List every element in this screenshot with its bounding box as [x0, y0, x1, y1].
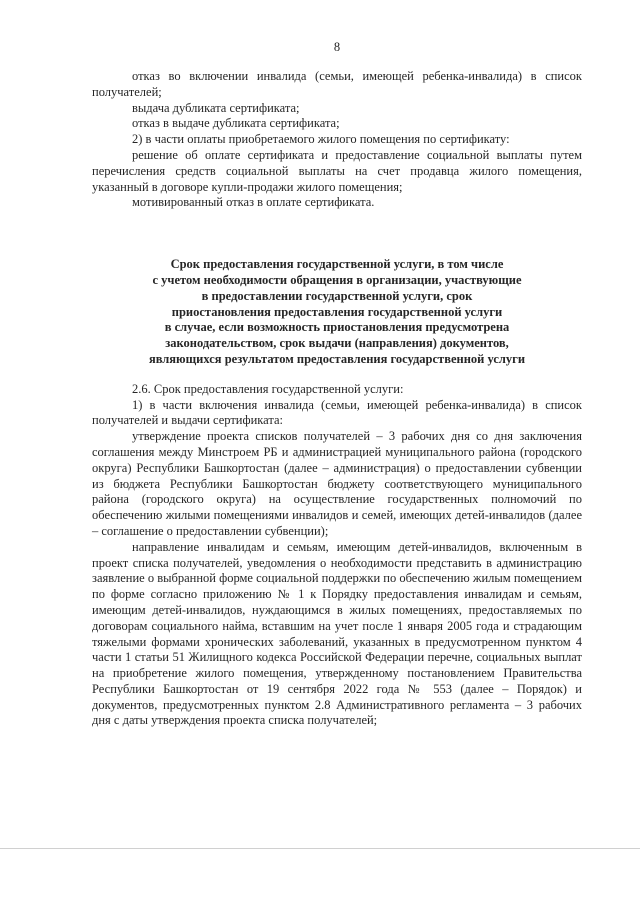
section-heading-line-3: в предоставлении государственной услуги, срок — [201, 288, 473, 303]
body-paragraph-1: 2.6. Срок предоставления государственной услуги: — [132, 381, 404, 396]
section-spacer — [92, 211, 582, 257]
intro-paragraph-3: отказ в выдаче дубликата сертификата; — [132, 116, 340, 131]
section-heading-line-6: законодательством, срок выдачи (направления) документов, — [165, 336, 509, 351]
body-section — [92, 382, 582, 730]
section-heading — [92, 257, 582, 368]
intro-paragraph-4: 2) в части оплаты приобретаемого жилого помещения по сертификату: — [132, 132, 510, 147]
section-heading-line-4: приостановления предоставления государственной услуги — [171, 304, 503, 319]
intro-section — [92, 69, 582, 211]
page-bottom-rule — [0, 848, 640, 849]
page-number: 8 — [333, 40, 341, 54]
section-heading-line-2: с учетом необходимости обращения в организации, участвующие — [152, 272, 522, 287]
section-heading-line-5: в случае, если возможность приостановления предусмотрена — [164, 320, 510, 335]
intro-paragraph-2: выдача дубликата сертификата; — [132, 100, 300, 115]
body-paragraph-4: направление инвалидам и семьям, имеющим детей-инвалидов, включенным в проект списка получателей, уведомления о необходимости представить в администрацию заявление о выбранной форме социальной поддержки по обеспечению жилым помещением по форме согласно приложению № 1 к Порядку предоставления инвалидам и семьям, имеющим детей-инвалидов, нуждающимся в жилых помещениях, предоставляемых по договорам социального найма, вставшим на учет после 1 января 2005 года и страдающим тяжелыми формами хронических заболеваний, указанных в предусмотренном пунктом 4 части 1 статьи 51 Жилищного кодекса Российской Федерации перечне, социальных выплат на приобретение жилого помещения, утвержденному постановлением Правительства Республики Башкортостан от 19 сентября 2022 года № 553 (далее – Порядок) и документов, предусмотренных пунктом 2.8 Административного регламента – 3 рабочих дня с даты утверждения проекта списка получателей; — [92, 539, 582, 728]
body-paragraph-2: 1) в части включения инвалида (семьи, имеющей ребенка-инвалида) в список получателей и выдачи сертификата: — [92, 397, 582, 428]
intro-paragraph-1: отказ во включении инвалида (семьи, имеющей ребенка-инвалида) в список получателей; — [92, 69, 582, 99]
body-paragraph-3: утверждение проекта списков получателей – 3 рабочих дня со дня заключения соглашения между Минстроем РБ и администрацией муниципального района (городского округа) Республики Башкортостан (далее – администрация) о предоставлении субвенции из бюджета Республики Башкортостан бюджету соответствующего муниципального района (городского округа) на осуществление государственных полномочий по обеспечению жилыми помещениями инвалидов и семей, имеющих детей-инвалидов (далее – соглашение о предоставлении субвенции); — [92, 429, 582, 538]
intro-paragraph-5: решение об оплате сертификата и предоставление социальной выплаты путем перечисления средств социальной выплаты на счет продавца жилого помещения, указанный в договоре купли-продажи жилого помещения; — [92, 147, 582, 194]
section-heading-line-1: Срок предоставления государственной услуги, в том числе — [170, 257, 504, 272]
intro-paragraph-6: мотивированный отказ в оплате сертификата. — [132, 195, 375, 210]
section-heading-line-7: являющихся результатом предоставления государственной услуги — [148, 351, 526, 366]
